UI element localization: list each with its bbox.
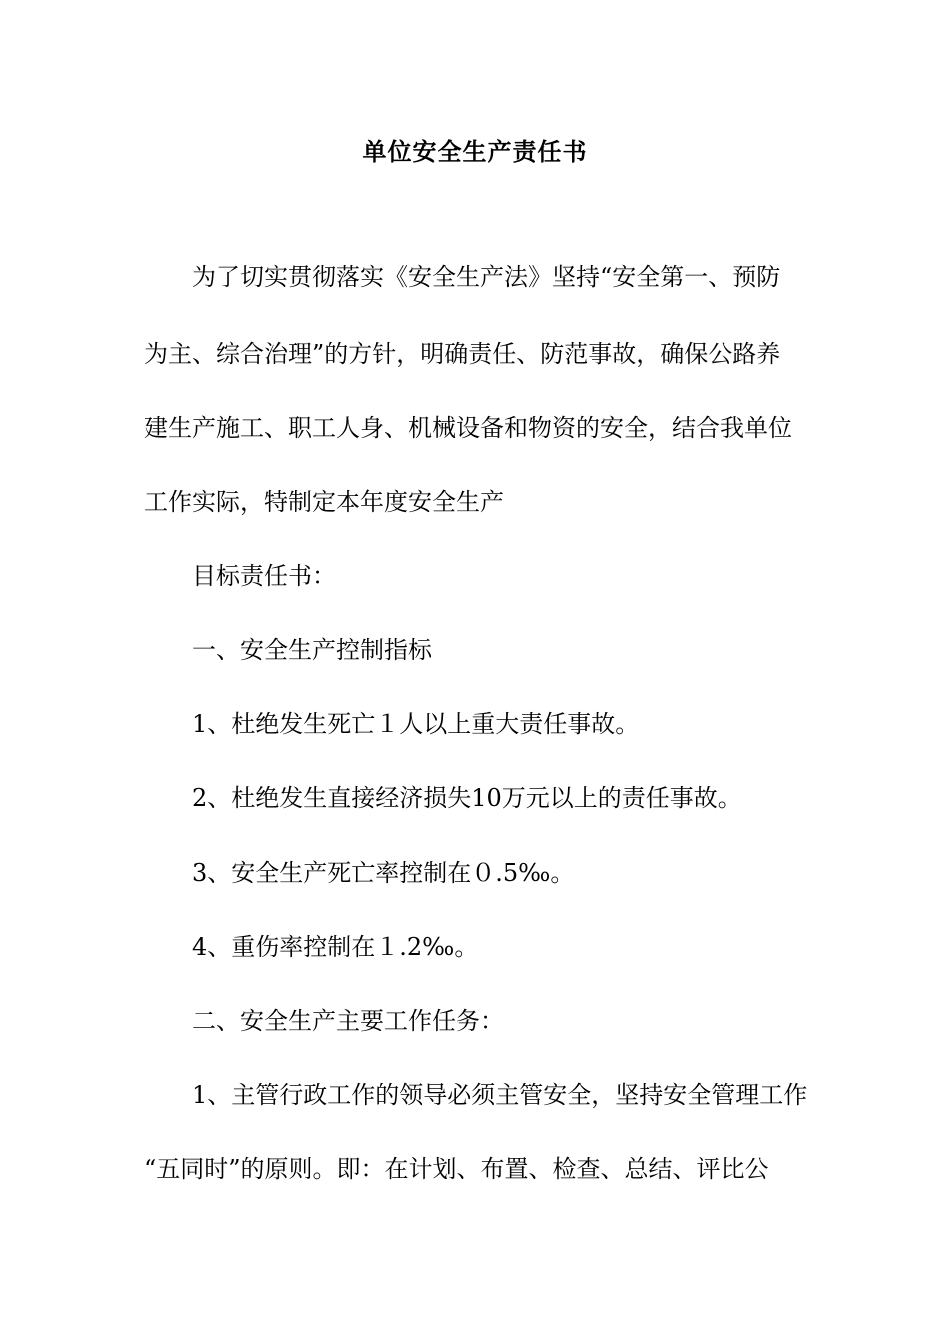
paragraph-line: 为主、综合治理”的方针，明确责任、防范事故，确保公路养 [144, 340, 781, 368]
list-item: 3、安全生产死亡率控制在０.5‰。 [192, 859, 575, 887]
paragraph-line: 为了切实贯彻落实《安全生产法》坚持“安全第一、预防 [192, 263, 781, 291]
section-heading: 一、安全生产控制指标 [192, 636, 432, 664]
list-item: 1、杜绝发生死亡１人以上重大责任事故。 [192, 710, 640, 738]
paragraph-line: 目标责任书： [192, 562, 336, 590]
list-item: 4、重伤率控制在１.2‰。 [192, 933, 479, 961]
document-title: 单位安全生产责任书 [362, 137, 588, 166]
paragraph-line: 建生产施工、职工人身、机械设备和物资的安全，结合我单位 [144, 414, 792, 442]
paragraph-line: 工作实际，特制定本年度安全生产 [144, 488, 504, 516]
paragraph-line: “五同时”的原则。即：在计划、布置、检查、总结、评比公 [144, 1155, 769, 1183]
section-heading: 二、安全生产主要工作任务： [192, 1007, 504, 1035]
list-item: 1、主管行政工作的领导必须主管安全，坚持安全管理工作 [192, 1081, 808, 1109]
list-item: 2、杜绝发生直接经济损失10万元以上的责任事故。 [192, 784, 742, 812]
